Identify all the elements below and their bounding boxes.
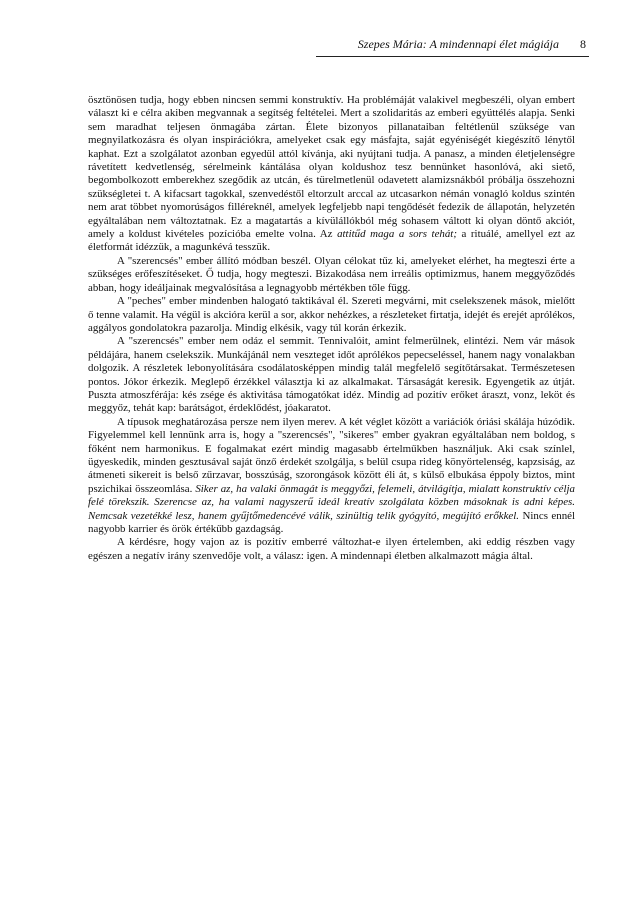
paragraph: A "szerencsés" ember nem odáz el semmit. Tennivalóit, amint felmerülnek, elintézi. Nem vár mások példájára, hanem cselekszik. Munkájánál nem veszteget időt aprólékos pepecseléssel, hanem nagy vonalakban dolgozik. A részletek lebonyolítására csodálatosképpen mindig talál megfelelő segítőtársakat. Természetesen pontos. Jókor érkezik. Meglepő érzékkel választja ki az alkalmakat. Társaságát keresik. Egyengetik az útját. Puszta atmoszférája: kés zsége és aktivitása támogatókat idéz. Mindig ad pozitív erőket áraszt, vonz, leköt és meggyőz, tehát kap: barátságot, érdeklődést, jóakaratot.	[88, 335, 575, 415]
italic-phrase: attitűd maga a sors tehát;	[337, 228, 457, 241]
body-text	[88, 94, 575, 563]
italic-phrase: Siker az, ha valaki önmagát is meggyőzi, felemeli, átvilágítja, mialatt konstruktív célja felé törekszik. Szerencse az, ha valami nagyszerű ideál kreatív szolgálata közben másoknak is adni képes. Nemcsak vezetékké lesz, hanem gyűjtőmedencévé válik, szinültig telik gyógyító, megújító erőkkel.	[88, 482, 575, 522]
paragraph: ösztönösen tudja, hogy ebben nincsen semmi konstruktív. Ha problémáját valakivel megbeszéli, olyan embert választ ki e célra akiben megvannak a segítség feltételei. Mert a szolidaritás az emberi együttélés alapja. Senki sem maradhat teljesen önmagába zártan. Élete bizonyos pillanataiban feltétlenül szüksége van megnyilatkozásra és olyan inspirációkra, amelyeket csak egy másfajta, saját egyéniségét kiegészítő lénytől kaphat. Ezt a szolgálatot azonban egyedül attól kívánja, aki nyújtani tudja. A panasz, a minden életjelenségre rávetített kedvetlenség, sérelmeink kántálása olyan koldushoz tesz bennünket hasonlóvá, aki siető, begombolkozott emberekhez szegődik az utcán, és türelmetlenül odavetett alamizsnákból próbálja összehozni szükségletei t. A kifacsart tagokkal, szenvedéstől eltorzult arccal az utcasarkon némán vonagló koldus szintén nem arat többet nyomorúságos filléreknél, amelyek legfeljebb napi tengődését fedezik de állapotán, helyzetén egyáltalában nem változtatnak. Ez a magatartás a kívülállókból még sohasem váltott ki olyan döntő akciót, amely a koldust kivételes pozícióba emelte volna. Az attitűd maga a sors tehát; a rituálé, amellyel ezt az életformát idézzük, a magunkévá tesszük.	[88, 94, 575, 254]
paragraph: A "peches" ember mindenben halogató taktikával él. Szereti megvárni, mit cselekszenek mások, mielőtt ő tenne valamit. Ha végül is akcióra kerül a sor, akkor nehézkes, a részleteket firtatja, idejét és erejét aprólékos, aggályos gondolatokra pazarolja. Mindig elkésik, vagy túl korán érkezik.	[88, 295, 575, 334]
paragraph: A kérdésre, hogy vajon az is pozitív emberré változhat-e ilyen értelemben, aki eddig részben vagy egészen a negatív irány szenvedője volt, a válasz: igen. A mindennapi életben alkalmazott mágia által.	[88, 536, 575, 562]
header-rule	[316, 56, 589, 57]
running-title: Szepes Mária: A mindennapi élet mágiája	[357, 37, 559, 51]
running-header	[358, 37, 586, 52]
paragraph: A "szerencsés" ember állító módban beszél. Olyan célokat tűz ki, amelyeket elérhet, ha megteszi érte a szükséges erőfeszítéseket. Ő tudja, hogy megteszi. Bizakodása nem irreális optimizmus, hanem meggyőződés abban, hogy ideáljainak megvalósítása a legnagyobb mértékben tőle függ.	[88, 254, 575, 294]
page-number: 8	[580, 37, 586, 51]
paragraph: A típusok meghatározása persze nem ilyen merev. A két véglet között a variációk óriási skálája húzódik. Figyelemmel kell lennünk arra is, hogy a "szerencsés", "sikeres" ember gyakran egyáltalában nem boldog, s főként nem harmonikus. E fogalmakat ezért mindig magasabb értelműkben használjuk. Aki csak színlel, ügyeskedik, minden gesztusával saját önző érdekét szolgálja, s belül csupa rideg könyörtelenség, kapzsiság, az átmeneti sikereit is belső zűrzavar, bosszúság, szorongások között éli át, s külső elbukása éppoly biztos, mint pszichikai összeomlása. Siker az, ha valaki önmagát is meggyőzi, felemeli, átvilágítja, mialatt konstruktív célja felé törekszik. Szerencse az, ha valami nagyszerű ideál kreatív szolgálata közben másoknak is adni képes. Nemcsak vezetékké lesz, hanem gyűjtőmedencévé válik, szinültig telik gyógyító, megújító erőkkel. Nincs ennél nagyobb karrier és örök értékűbb gazdagság.	[88, 415, 575, 535]
